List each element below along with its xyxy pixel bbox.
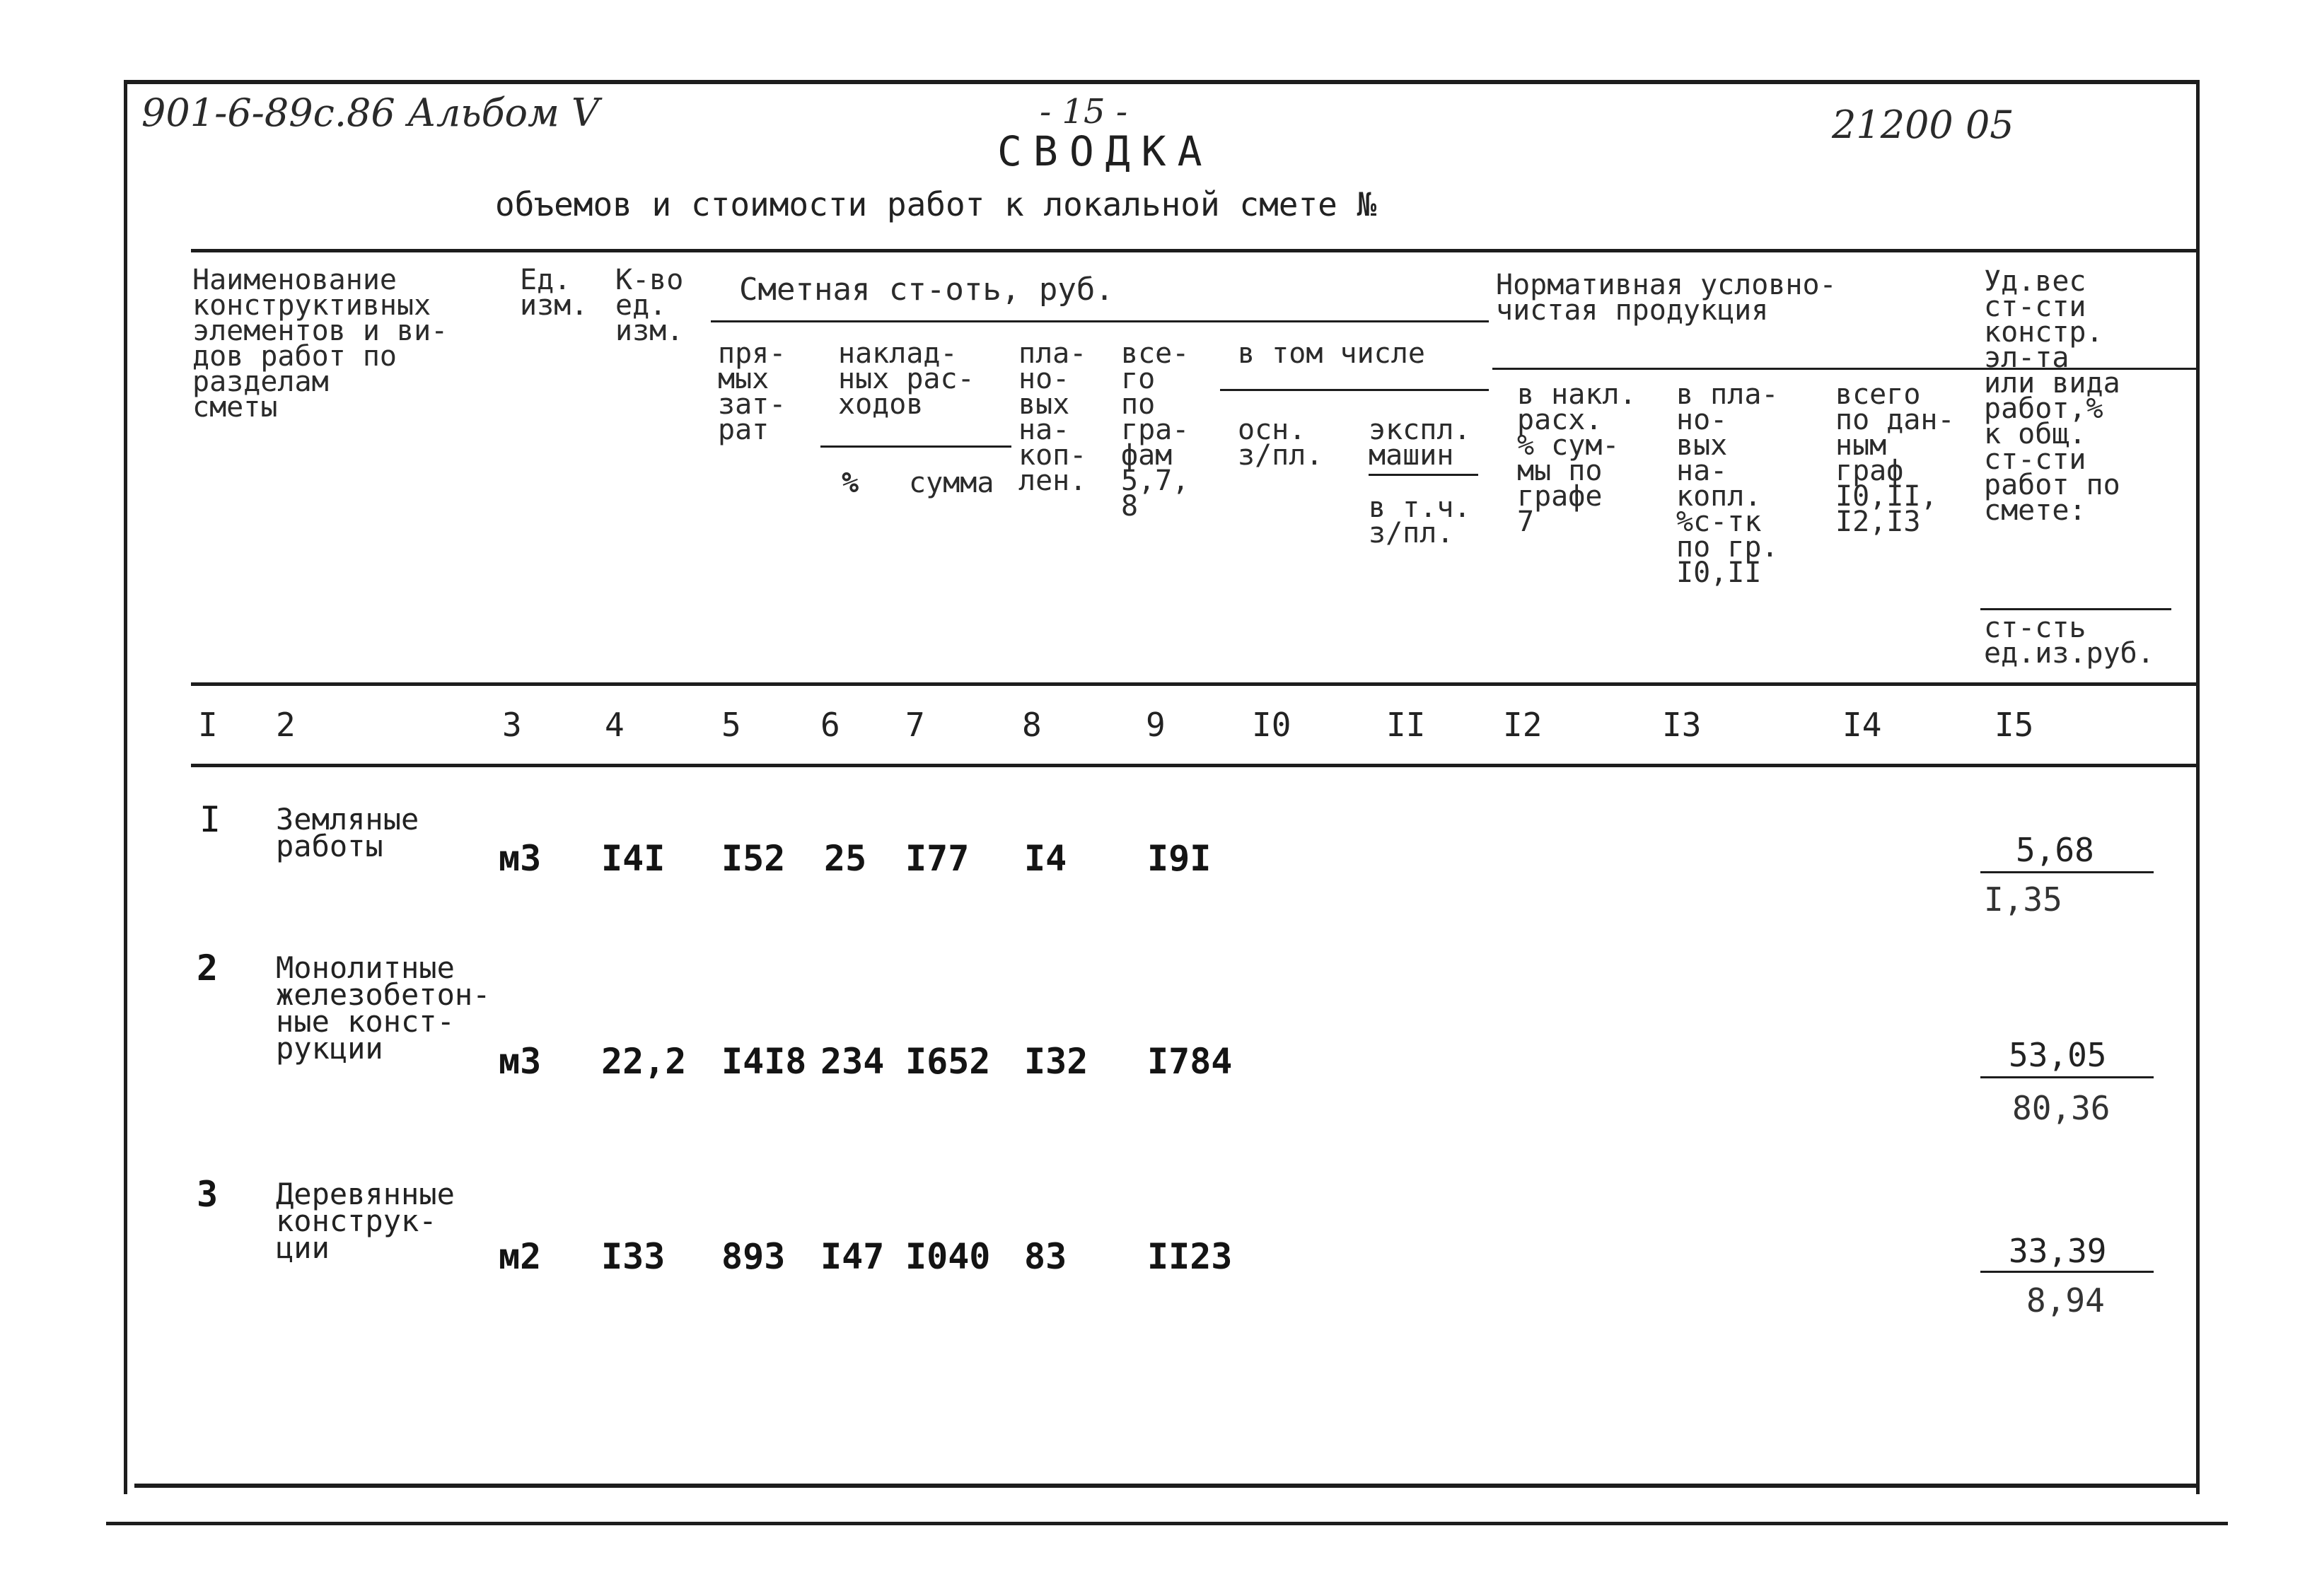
header-in-overhead: в накл. расх. % сум- мы по графе 7	[1517, 378, 1637, 538]
column-number: I5	[1995, 706, 2034, 744]
row-direct-costs: 893	[721, 1236, 786, 1277]
header-quantity: К-во ед. изм.	[615, 264, 684, 347]
row-name: Деревянные конструк- ции	[276, 1177, 455, 1265]
cost-subheader-rule	[711, 320, 1489, 322]
header-overhead-group: наклад- ных рас- ходов	[838, 337, 975, 421]
column-number: 5	[721, 706, 741, 744]
column-number: I2	[1503, 706, 1543, 744]
column-number: II	[1386, 706, 1426, 744]
header-planned-savings: пла- но- вых на- коп- лен.	[1018, 337, 1087, 497]
row-overhead-sum: I040	[905, 1236, 991, 1277]
header-total: все- го по гра- фам 5,7, 8	[1121, 337, 1190, 523]
column-number: I	[198, 706, 218, 744]
column-number: 9	[1146, 706, 1166, 744]
page-subtitle: объемов и стоимости работ к локальной смете №	[495, 185, 1377, 223]
frame-bottom-border	[134, 1484, 2196, 1488]
header-element-name: Наименование конструктивных элементов и ви- дов работ по разделам сметы	[192, 264, 448, 424]
row-total: I9I	[1147, 838, 1212, 879]
header-overhead-sum: сумма	[909, 467, 994, 499]
row-quantity: 22,2	[601, 1041, 687, 1082]
handwritten-page-number: - 15 -	[1040, 92, 1128, 132]
header-basic-wage: осн. з/пл.	[1238, 414, 1323, 472]
row-number: 3	[197, 1174, 219, 1215]
frame-left-border	[124, 80, 127, 1494]
column-number: 6	[820, 706, 840, 744]
column-number: I0	[1252, 706, 1291, 744]
row-share-percent: 53,05	[2009, 1036, 2107, 1074]
column-number-rule	[191, 764, 2200, 767]
incl-subheader-rule	[1220, 389, 1489, 391]
row-total: II23	[1147, 1236, 1233, 1277]
row-planned-savings: I32	[1024, 1041, 1088, 1082]
row-unit-cost: I,35	[1984, 880, 2062, 919]
row-unit: м3	[499, 1041, 542, 1082]
row-direct-costs: I4I8	[721, 1041, 807, 1082]
column-number: 8	[1022, 706, 1042, 744]
header-bottom-rule	[191, 682, 2200, 686]
header-share: Уд.вес ст-сти констр. эл-та или вида работ,% к общ. ст-сти работ по смете:	[1984, 265, 2120, 527]
row-share-fraction-line	[1980, 1076, 2154, 1078]
column-number: 2	[276, 706, 296, 744]
page-title: СВОДКА	[997, 127, 1214, 175]
overhead-subheader-rule	[820, 445, 1011, 448]
row-name: Земляные работы	[276, 802, 419, 863]
column-number: I3	[1662, 706, 1702, 744]
handwritten-document-code: 901-6-89с.86 Альбом V	[141, 91, 599, 135]
header-overhead-percent: %	[842, 467, 859, 499]
row-planned-savings: I4	[1024, 838, 1067, 879]
row-direct-costs: I52	[721, 838, 786, 879]
frame-right-border	[2196, 80, 2200, 1494]
row-share-fraction-line	[1980, 871, 2154, 873]
column-number: 7	[905, 706, 925, 744]
row-overhead-sum: I652	[905, 1041, 991, 1082]
row-share-percent: 33,39	[2009, 1232, 2107, 1270]
row-total: I784	[1147, 1041, 1233, 1082]
row-planned-savings: 83	[1024, 1236, 1067, 1277]
header-machine-operation: экспл. машин	[1369, 414, 1471, 472]
header-unit: Ед. изм.	[520, 264, 588, 322]
frame-top-border	[124, 80, 2200, 84]
row-number: I	[199, 799, 221, 840]
row-quantity: I4I	[601, 838, 666, 879]
row-overhead-percent: 234	[820, 1041, 885, 1082]
table-top-rule	[191, 249, 2196, 252]
page-bottom-rule	[106, 1522, 2228, 1525]
row-overhead-percent: 25	[824, 838, 867, 879]
share-fraction-rule	[1980, 608, 2171, 610]
column-number: 3	[502, 706, 522, 744]
row-unit-cost: 80,36	[2012, 1089, 2111, 1127]
handwritten-archive-number: 21200 05	[1832, 103, 2014, 147]
header-estimate-cost-group: Сметная ст-оть, руб.	[739, 272, 1114, 308]
row-unit: м3	[499, 838, 542, 879]
header-including-group: в том числе	[1238, 337, 1425, 370]
row-unit: м2	[499, 1236, 542, 1277]
column-number: 4	[605, 706, 625, 744]
row-name: Монолитные железобетон- ные конст- рукции	[276, 950, 491, 1066]
header-in-planned: в пла- но- вых на- копл. %с-тк по гр. I0,II	[1676, 378, 1779, 589]
row-unit-cost: 8,94	[2026, 1281, 2105, 1320]
header-machine-wage: в т.ч. з/пл.	[1369, 491, 1471, 549]
row-overhead-sum: I77	[905, 838, 970, 879]
row-quantity: I33	[601, 1236, 666, 1277]
row-overhead-percent: I47	[820, 1236, 885, 1277]
row-share-percent: 5,68	[2016, 831, 2094, 869]
row-share-fraction-line	[1980, 1271, 2154, 1273]
column-number: I4	[1842, 706, 1882, 744]
header-direct-costs: пря- мых зат- рат	[718, 337, 786, 446]
row-number: 2	[197, 948, 219, 989]
machine-underline	[1369, 474, 1478, 476]
header-total-by-columns: всего по дан- ным граф I0,II, I2,I3	[1835, 378, 1955, 538]
header-normative-group: Нормативная условно- чистая продукция	[1496, 269, 1837, 327]
header-unit-cost: ст-сть ед.из.руб.	[1984, 612, 2154, 670]
